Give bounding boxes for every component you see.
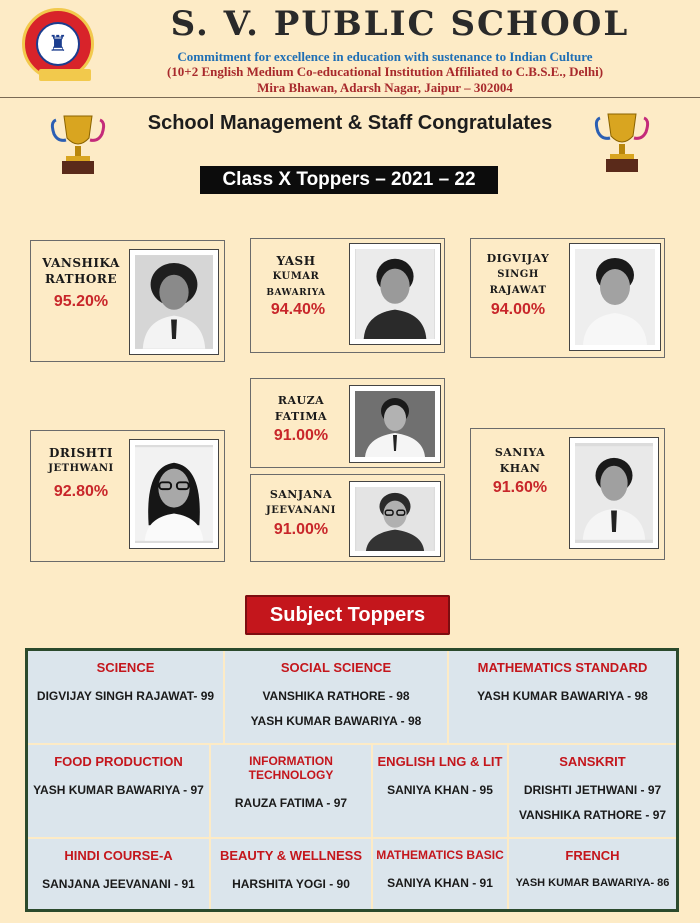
topper-card (250, 378, 445, 468)
subject-toppers-banner: Subject Toppers (245, 595, 450, 635)
student-portrait-icon (355, 391, 435, 457)
topper-name: SANIYA KHAN (494, 446, 546, 475)
student-portrait-icon (355, 249, 435, 339)
student-portrait-icon (135, 445, 213, 543)
topper-percent: 94.40% (270, 301, 326, 318)
school-tagline: Commitment for excellence in education with sustenance to Indian Culture (177, 49, 593, 64)
topper-percent: 91.60% (492, 479, 548, 496)
topper-photo (349, 243, 441, 345)
topper-photo (129, 249, 219, 355)
subject-toppers-table (25, 648, 679, 912)
subject-cell-information-technology: INFORMATION TECHNOLOGY RAUZA FATIMA - 97 (211, 745, 373, 839)
subject-cell-french: FRENCH YASH KUMAR BAWARIYA- 86 (515, 848, 670, 889)
subject-cell-beauty-wellness: BEAUTY & WELLNESS HARSHITA YOGI - 90 (211, 839, 373, 909)
school-affiliation: (10+2 English Medium Co-educational Institution Affiliated to C.B.S.E., Delhi) (166, 64, 604, 79)
class-toppers-banner: Class X Toppers – 2021 – 22 (200, 166, 498, 194)
topper-name: SANJANA JEEVANANI (266, 488, 336, 516)
school-crest-icon: ♜ (36, 22, 80, 66)
subject-cell-english-lng-lit: ENGLISH LNG & LIT SANIYA KHAN - 95 (373, 745, 509, 839)
topper-name: YASH KUMAR BAWARIYA (266, 254, 326, 298)
topper-card (30, 240, 225, 362)
topper-percent: 95.20% (53, 293, 109, 310)
student-portrait-icon (135, 255, 213, 349)
subject-cell-food-production: FOOD PRODUCTION YASH KUMAR BAWARIYA - 97 (28, 745, 211, 839)
school-logo (22, 8, 94, 80)
topper-photo (569, 243, 661, 351)
topper-percent: 91.00% (273, 521, 329, 538)
topper-name: RAUZA FATIMA (274, 394, 328, 423)
subject-cell-mathematics-standard: MATHEMATICS STANDARD YASH KUMAR BAWARIYA - 98 (449, 651, 676, 745)
topper-photo (349, 385, 441, 463)
logo-ribbon (39, 69, 91, 81)
topper-photo (349, 481, 441, 557)
subject-cell-hindi-course-a: HINDI COURSE-A SANJANA JEEVANANI - 91 (28, 839, 211, 909)
trophy-icon (592, 108, 652, 176)
subject-cell-science: SCIENCE DIGVIJAY SINGH RAJAWAT- 99 (28, 651, 225, 745)
topper-percent: 94.00% (490, 301, 546, 318)
school-header (0, 0, 700, 98)
topper-photo (569, 437, 659, 549)
student-portrait-icon (575, 443, 653, 543)
topper-name: DRISHTI JETHWANI (48, 446, 114, 474)
topper-name: DIGVIJAY SINGH RAJAWAT (486, 252, 550, 296)
school-address: Mira Bhawan, Adarsh Nagar, Jaipur – 302004 (257, 80, 513, 95)
topper-card (470, 238, 665, 358)
topper-percent: 91.00% (273, 427, 329, 444)
topper-card (250, 238, 445, 353)
topper-card (250, 474, 445, 562)
student-portrait-icon (355, 487, 435, 551)
subject-cell-mathematics-basic: MATHEMATICS BASIC SANIYA KHAN - 91 (373, 839, 509, 909)
topper-name: VANSHIKA RATHORE (42, 256, 120, 286)
topper-photo (129, 439, 219, 549)
subject-cell-social-science: SOCIAL SCIENCE VANSHIKA RATHORE - 98 YASH KUMAR BAWARIYA - 98 (225, 651, 449, 745)
subject-cell-sanskrit: SANSKRIT DRISHTI JETHWANI - 97 VANSHIKA RATHORE - 97 (509, 745, 676, 839)
student-portrait-icon (575, 249, 655, 345)
topper-card (470, 428, 665, 560)
topper-percent: 92.80% (53, 483, 109, 500)
trophy-icon (48, 110, 108, 178)
school-name: S. V. PUBLIC SCHOOL (170, 4, 630, 44)
congrats-heading: School Management & Staff Congratulates (147, 112, 553, 134)
topper-card (30, 430, 225, 562)
